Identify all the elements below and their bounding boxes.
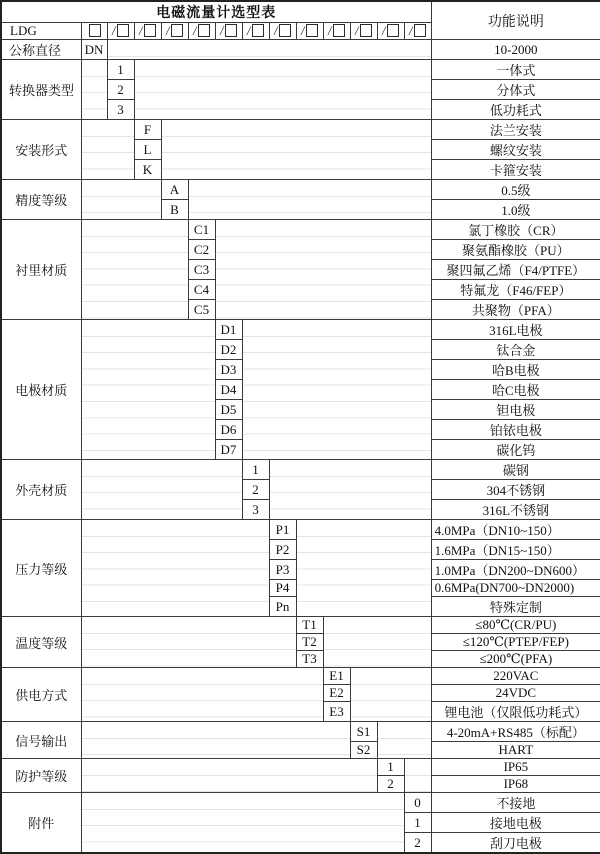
option-code: D2 (215, 340, 242, 360)
empty-code-box-icon (360, 24, 372, 37)
table-row (1, 520, 600, 540)
left-spacer-cell (81, 793, 404, 854)
option-description: 低功耗式 (431, 100, 600, 120)
table-row (1, 722, 600, 742)
option-description: 一体式 (431, 60, 600, 80)
option-description: 刮刀电极 (431, 833, 600, 854)
category-label: 附件 (1, 793, 81, 854)
category-label: 公称直径 (1, 40, 81, 60)
option-description: 不接地 (431, 793, 600, 813)
table-title: 电磁流量计选型表 (1, 1, 431, 23)
right-spacer-cell (296, 520, 431, 617)
option-code: 2 (107, 80, 134, 100)
table-row (1, 180, 600, 200)
left-spacer-cell (81, 520, 269, 617)
empty-code-box-icon (252, 24, 264, 37)
left-spacer-cell (81, 120, 134, 180)
option-description: 特殊定制 (431, 597, 600, 617)
option-code: DN (81, 40, 107, 60)
option-description: 1.0MPa（DN200~DN600） (431, 560, 600, 580)
right-spacer-cell (215, 220, 431, 320)
left-spacer-cell (81, 759, 377, 793)
option-description: 0.6MPa(DN700~DN2000) (431, 580, 600, 597)
option-description: 聚四氟乙烯（F4/PTFE） (431, 260, 600, 280)
category-label: 信号输出 (1, 722, 81, 759)
slash-separator: / (219, 23, 225, 38)
option-description: 316L电极 (431, 320, 600, 340)
option-description: 0.5级 (431, 180, 600, 200)
left-spacer-cell (81, 180, 161, 220)
model-slash-box-cell (404, 23, 431, 40)
slash-separator: / (300, 23, 306, 38)
right-spacer-cell (188, 180, 431, 220)
left-spacer-cell (81, 320, 215, 460)
category-label: 转换器类型 (1, 60, 81, 120)
option-code: D1 (215, 320, 242, 340)
option-code: P2 (269, 540, 296, 560)
option-description: 共聚物（PFA） (431, 300, 600, 320)
slash-separator: / (381, 23, 387, 38)
table-row (1, 759, 600, 776)
option-code: F (134, 120, 161, 140)
right-spacer-cell (350, 668, 431, 722)
option-description: 接地电极 (431, 813, 600, 833)
model-slash-box-cell (215, 23, 242, 40)
table-row (1, 320, 600, 340)
model-slash-box-cell (161, 23, 188, 40)
empty-code-box-icon (89, 24, 101, 37)
option-code: 1 (107, 60, 134, 80)
model-slash-box-cell (296, 23, 323, 40)
slash-separator: / (408, 23, 414, 38)
right-spacer-cell (107, 40, 431, 60)
category-label: 供电方式 (1, 668, 81, 722)
option-description: ≤200℃(PFA) (431, 651, 600, 668)
option-code: Pn (269, 597, 296, 617)
model-slash-box-cell (269, 23, 296, 40)
right-spacer-cell (377, 722, 431, 759)
option-description: 分体式 (431, 80, 600, 100)
table-row (1, 40, 600, 60)
empty-code-box-icon (306, 24, 318, 37)
category-label: 安装形式 (1, 120, 81, 180)
slash-separator: / (246, 23, 252, 38)
left-spacer-cell (81, 617, 296, 668)
option-description: 哈C电极 (431, 380, 600, 400)
option-code: L (134, 140, 161, 160)
option-code: P4 (269, 580, 296, 597)
option-description: 316L不锈钢 (431, 500, 600, 520)
option-description: IP65 (431, 759, 600, 776)
option-code: E1 (323, 668, 350, 685)
option-description: 1.0级 (431, 200, 600, 220)
option-code: B (161, 200, 188, 220)
category-label: 衬里材质 (1, 220, 81, 320)
option-code: C4 (188, 280, 215, 300)
table-row (1, 668, 600, 685)
option-description: HART (431, 742, 600, 759)
slash-separator: / (111, 23, 117, 38)
slash-separator: / (192, 23, 198, 38)
model-slash-box-cell (242, 23, 269, 40)
category-label: 精度等级 (1, 180, 81, 220)
model-slash-box-cell (188, 23, 215, 40)
option-description: 特氟龙（F46/FEP） (431, 280, 600, 300)
option-code: C1 (188, 220, 215, 240)
left-spacer-cell (81, 722, 350, 759)
empty-code-box-icon (414, 24, 426, 37)
empty-code-box-icon (144, 24, 156, 37)
option-description: 法兰安装 (431, 120, 600, 140)
left-spacer-cell (81, 60, 107, 120)
header-row (1, 1, 600, 23)
option-code: P3 (269, 560, 296, 580)
slash-separator: / (327, 23, 333, 38)
option-code: D7 (215, 440, 242, 460)
option-code: S1 (350, 722, 377, 742)
category-label: 电极材质 (1, 320, 81, 460)
option-code: K (134, 160, 161, 180)
option-description: 哈B电极 (431, 360, 600, 380)
option-code: 1 (404, 813, 431, 833)
right-spacer-cell (134, 60, 431, 120)
option-code: C5 (188, 300, 215, 320)
option-description: 铂铱电极 (431, 420, 600, 440)
model-slash-box-cell (350, 23, 377, 40)
slash-separator: / (138, 23, 144, 38)
option-description: 碳钢 (431, 460, 600, 480)
table-row (1, 60, 600, 80)
empty-code-box-icon (225, 24, 237, 37)
option-code: C2 (188, 240, 215, 260)
option-code: E3 (323, 702, 350, 722)
model-slash-box-cell (134, 23, 161, 40)
option-description: ≤120℃(PTEP/FEP) (431, 634, 600, 651)
right-spacer-cell (404, 759, 431, 793)
option-description: 1.6MPa（DN15~150） (431, 540, 600, 560)
option-code: E2 (323, 685, 350, 702)
table-row (1, 793, 600, 813)
option-code: 1 (377, 759, 404, 776)
option-code: 0 (404, 793, 431, 813)
empty-code-box-icon (279, 24, 291, 37)
option-code: D6 (215, 420, 242, 440)
option-code: 3 (107, 100, 134, 120)
option-description: 304不锈钢 (431, 480, 600, 500)
empty-code-box-icon (117, 24, 129, 37)
function-description-header: 功能说明 (431, 1, 600, 40)
table-row (1, 460, 600, 480)
option-description: 聚氨酯橡胶（PU） (431, 240, 600, 260)
left-spacer-cell (81, 460, 242, 520)
option-description: 220VAC (431, 668, 600, 685)
slash-separator: / (273, 23, 279, 38)
option-code: C3 (188, 260, 215, 280)
category-label: 外壳材质 (1, 460, 81, 520)
category-label: 防护等级 (1, 759, 81, 793)
option-code: 1 (242, 460, 269, 480)
slash-separator: / (165, 23, 171, 38)
option-code: 3 (242, 500, 269, 520)
right-spacer-cell (323, 617, 431, 668)
option-description: IP68 (431, 776, 600, 793)
option-description: 10-2000 (431, 40, 600, 60)
option-description: 氯丁橡胶（CR） (431, 220, 600, 240)
right-spacer-cell (161, 120, 431, 180)
option-code: A (161, 180, 188, 200)
left-spacer-cell (81, 668, 323, 722)
option-description: 24VDC (431, 685, 600, 702)
option-code: 2 (377, 776, 404, 793)
option-code: S2 (350, 742, 377, 759)
model-prefix: LDG (1, 23, 81, 40)
model-code-box-cell (81, 23, 107, 40)
empty-code-box-icon (333, 24, 345, 37)
option-description: 4-20mA+RS485（标配） (431, 722, 600, 742)
option-code: T2 (296, 634, 323, 651)
option-description: 钛合金 (431, 340, 600, 360)
option-code: P1 (269, 520, 296, 540)
empty-code-box-icon (198, 24, 210, 37)
option-description: 卡箍安装 (431, 160, 600, 180)
category-label: 压力等级 (1, 520, 81, 617)
option-description: ≤80℃(CR/PU) (431, 617, 600, 634)
empty-code-box-icon (387, 24, 399, 37)
option-description: 钽电极 (431, 400, 600, 420)
right-spacer-cell (242, 320, 431, 460)
option-description: 4.0MPa（DN10~150） (431, 520, 600, 540)
option-code: T3 (296, 651, 323, 668)
category-label: 温度等级 (1, 617, 81, 668)
option-code: 2 (404, 833, 431, 854)
model-slash-box-cell (377, 23, 404, 40)
slash-separator: / (354, 23, 360, 38)
option-code: 2 (242, 480, 269, 500)
option-code: T1 (296, 617, 323, 634)
table-row (1, 120, 600, 140)
option-description: 锂电池（仅限低功耗式） (431, 702, 600, 722)
option-code: D4 (215, 380, 242, 400)
option-description: 碳化钨 (431, 440, 600, 460)
table-row (1, 220, 600, 240)
option-description: 螺纹安装 (431, 140, 600, 160)
model-slash-box-cell (323, 23, 350, 40)
left-spacer-cell (81, 220, 188, 320)
right-spacer-cell (269, 460, 431, 520)
model-slash-box-cell (107, 23, 134, 40)
option-code: D5 (215, 400, 242, 420)
empty-code-box-icon (171, 24, 183, 37)
option-code: D3 (215, 360, 242, 380)
table-row (1, 617, 600, 634)
